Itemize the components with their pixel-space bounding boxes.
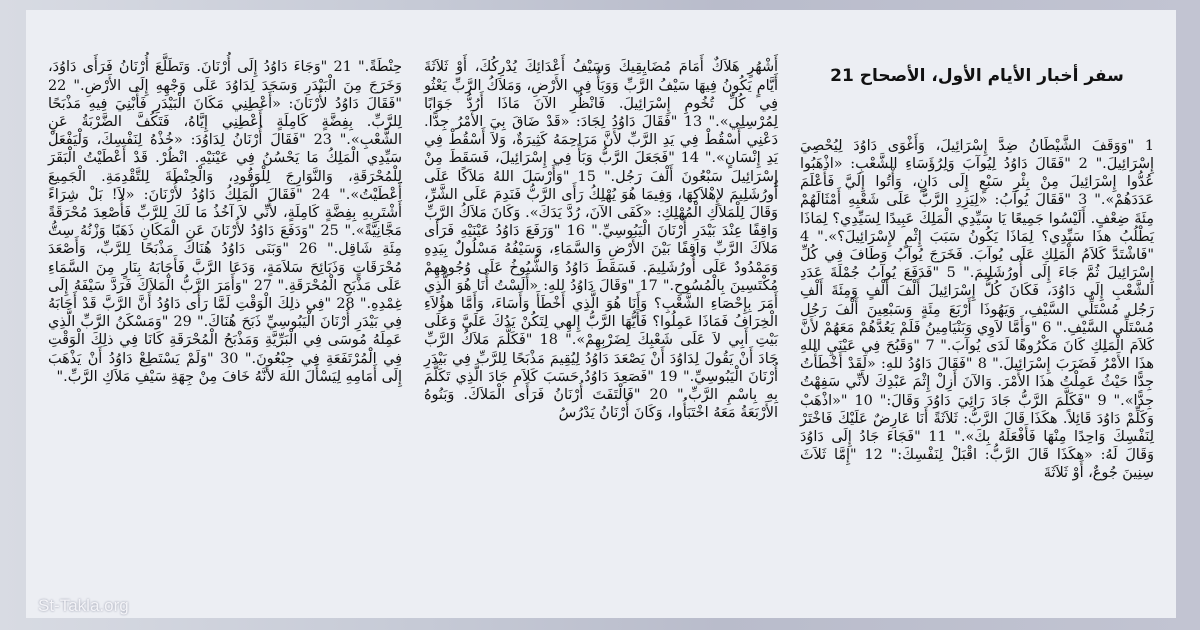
site-watermark: St-Takla.org <box>38 596 129 615</box>
text-column-left <box>43 22 403 610</box>
text-column-right <box>795 22 1155 610</box>
verses-text: أَشْهُرٍ هَلاَكٌ أَمَامَ مُضَايِقِيكَ وَسَيْفُ أَعْدَائِكَ يُدْرِكُكَ، أَوْ ثَلاَثَةَ أَيَّامٍ يَكُونُ فِيهَا سَيْفُ الرَّبِّ وَوَبَأٌ فِي الأَرْضِ، وَمَلاَكُ الرَّبِّ يَعْثُو فِي كُلِّ تُخُومِ إِسْرَائِيلَ. فَانْظُرِ الآنَ مَاذَا أَرُدُّ جَوَابًا لِمُرْسِلِي»." 13 "فَقَالَ دَاوُدُ لِجَادَ: «قَدْ ضَاقَ بِيَ الأَمْرُ جِدًّا. دَعْنِي أَسْقُطْ فِي يَدِ الرَّبِّ لأَنَّ مَرَاحِمَهُ كَثِيرَةٌ، وَلاَ أَسْقُطْ فِي يَدِ إِنْسَانٍ»." 14 "فَجَعَلَ الرَّبُّ وَبَأً فِي إِسْرَائِيلَ، فَسَقَطَ مِنْ إِسْرَائِيلَ سَبْعُونَ أَلْفَ رَجُل." 15 "وَأَرْسَلَ اللهُ مَلاَكًا عَلَى أُورُشَلِيمَ لإِهْلاَكِهَا، وَفِيمَا هُوَ يُهْلِكُ رَأَى الرَّبُّ فَنَدِمَ عَلَى الشَّرِّ، وَقَالَ لِلْمَلاَكِ الْمُهْلِكِ: «كَفَى الآنَ، رُدَّ يَدَكَ». وَكَانَ مَلاَكُ الرَّبِّ وَاقِفًا عِنْدَ بَيْدَرِ أُرْنَانَ الْيَبُوسِيِّ." 16 "وَرَفَعَ دَاوُدُ عَيْنَيْهِ فَرَأَى مَلاَكَ الرَّبِّ وَاقِفًا بَيْنَ الأَرْضِ وَالسَّمَاءِ، وَسَيْفُهُ مَسْلُولٌ بِيَدِهِ وَمَمْدُودٌ عَلَى أُورُشَلِيمَ. فَسَقَطَ دَاوُدُ وَالشُّيُوخُ عَلَى وُجُوهِهِمْ مُكْتَسِينَ بِالْمُسُوحِ." 17 "وَقَالَ دَاوُدُ للهِ: «أَلَسْتُ أَنَا هُوَ الَّذِي أَمَرَ بِإِحْصَاءِ الشَّعْبِ؟ وَأَنَا هُوَ الَّذِي أَخْطَأَ وَأَسَاءَ، وَأَمَّا هؤُلاَءِ الْخِرَافُ فَمَاذَا عَمِلُوا؟ فَأَيُّهَا الرَّبُّ إِلهِي لِتَكُنْ يَدُكَ عَلَيَّ وَعَلَى بَيْتِ أَبِي لاَ عَلَى شَعْبِكَ لِضَرْبِهِمْ»." 18 "فَكَلَّمَ مَلاَكُ الرَّبِّ جَادَ أَنْ يَقُولَ لِدَاوُدَ أَنْ يَصْعَدَ دَاوُدُ لِيُقِيمَ مَذْبَحًا لِلرَّبِّ فِي بَيْدَرِ أُرْنَانَ الْيَبُوسِيِّ." 19 "فَصَعِدَ دَاوُدُ حَسَبَ كَلاَمِ جَادَ الَّذِي تَكَلَّمَ بِهِ بِاسْمِ الرَّبِّ." 20 "فَالْتَفَتَ أُرْنَانُ فَرَأَى الْمَلاَكَ. وَبَنُوهُ الأَرْبَعَةُ مَعَهُ اخْتَبَأُوا، وَكَانَ أُرْنَانُ يَدْرُسُ <box>419 59 778 422</box>
chapter-title: سفر أخبار الأيام الأول، الأصحاح 21 <box>830 66 1124 87</box>
document-panel <box>26 10 1176 618</box>
verses-text: حِنْطَةً." 21 "وَجَاءَ دَاوُدُ إِلَى أُرْنَانَ. وَتَطَلَّعَ أُرْنَانُ فَرَأَى دَاوُدَ، وَخَرَجَ مِنَ الْبَيْدَرِ وَسَجَدَ لِدَاوُدَ عَلَى وَجْهِهِ إِلَى الأَرْضِ." 22 "فَقَالَ دَاوُدُ لأُرْنَانَ: «أَعْطِنِي مَكَانَ الْبَيْدَرِ فَأَبْنِيَ فِيهِ مَذْبَحًا لِلرَّبِّ. بِفِضَّةٍ كَامِلَةٍ أَعْطِنِي إِيَّاهُ، فَتَكُفَّ الضَّرْبَةُ عَنِ الشَّعْبِ»." 23 "فَقَالَ أُرْنَانُ لِدَاوُدَ: «خُذْهُ لِنَفْسِكَ، وَلْيَفْعَلْ سَيِّدِي الْمَلِكُ مَا يَحْسُنُ فِي عَيْنَيْهِ. انْظُرْ. قَدْ أَعْطَيْتُ الْبَقَرَ لِلْمُحْرَقَةِ، وَالنَّوَارِجَ لِلْوَقُودِ، وَالْحِنْطَةَ لِلتَّقْدِمَةِ. الْجَمِيعَ أَعْطَيْتُ»." 24 "فَقَالَ الْمَلِكُ دَاوُدُ لأُرْنَانَ: «لاَ! بَلْ شِرَاءً أَشْتَرِيهِ بِفِضَّةٍ كَامِلَةٍ، لأَنِّي لاَ آخُذُ مَا لَكَ لِلرَّبِّ فَأُصْعِدَ مُحْرَقَةً مَجَّانِيَّةً»." 25 "وَدَفَعَ دَاوُدُ لأُرْنَانَ عَنِ الْمَكَانِ ذَهَبًا وَزْنُهُ سِتُّ مِئَةِ شَاقِل." 26 "وَبَنَى دَاوُدُ هُنَاكَ مَذْبَحًا لِلرَّبِّ، وَأَصْعَدَ مُحْرَقَاتٍ وَذَبَائِحَ سَلاَمَةٍ، وَدَعَا الرَّبَّ فَأَجَابَهُ بِنَارٍ مِنَ السَّمَاءِ عَلَى مَذْبَحِ الْمُحْرَقَةِ." 27 "وَأَمَرَ الرَّبُّ الْمَلاَكَ فَرَدَّ سَيْفَهُ إِلَى غِمْدِهِ." 28 "فِي ذلِكَ الْوَقْتِ لَمَّا رَأَى دَاوُدُ أَنَّ الرَّبَّ قَدْ أَجَابَهُ فِي بَيْدَرِ أُرْنَانَ الْيَبُوسِيِّ ذَبَحَ هُنَاكَ." 29 "وَمَسْكَنُ الرَّبِّ الَّذِي عَمِلَهُ مُوسَى فِي الْبَرِّيَّةِ وَمَذْبَحُ الْمُحْرَقَةِ كَانَا فِي ذلِكَ الْوَقْتِ فِي الْمُرْتَفَعَةِ فِي جِبْعُونَ." 30 "وَلَمْ يَسْتَطِعْ دَاوُدُ أَنْ يَذْهَبَ إِلَى أَمَامِهِ لِيَسْأَلَ اللهَ لأَنَّهُ خَافَ مِنْ جِهَةِ سَيْفِ مَلاَكِ الرَّبِّ." <box>43 59 403 385</box>
verses-text: 1 "وَوَقَفَ الشَّيْطَانُ ضِدَّ إِسْرَائِيلَ، وَأَغْوَى دَاوُدَ لِيُحْصِيَ إِسْرَائِيلَ." 2 "فَقَالَ دَاوُدُ لِيُوآبَ وَلِرُؤَسَاءِ الشَّعْبِ: «اذْهَبُوا عُدُّوا إِسْرَائِيلَ مِنْ بِئْرِ سَبْعٍ إِلَى دَانٍ، وَأْتُوا إِلَيَّ فَأَعْلَمَ عَدَدَهُمْ»." 3 "فَقَالَ يُوآبُ: «لِيَزِدِ الرَّبُّ عَلَى شَعْبِهِ أَمْثَالَهُمْ مِئَةَ ضِعْفٍ. أَلَيْسُوا جَمِيعًا يَا سَيِّدِي الْمَلِكَ عَبِيدًا لِسَيِّدِي؟ لِمَاذَا يَطْلُبُ هذَا سَيِّدِي؟ لِمَاذَا يَكُونُ سَبَبَ إِثْمٍ لإِسْرَائِيلَ؟»." 4 "فَاشْتَدَّ كَلاَمُ الْمَلِكِ عَلَى يُوآبَ. فَخَرَجَ يُوآبُ وَطَافَ فِي كُلِّ إِسْرَائِيلَ ثُمَّ جَاءَ إِلَى أُورُشَلِيمَ." 5 "فَدَفَعَ يُوآبُ جُمْلَةَ عَدَدِ الشَّعْبِ إِلَى دَاوُدَ، فَكَانَ كُلُّ إِسْرَائِيلَ أَلْفَ أَلْفٍ وَمِئَةَ أَلْفِ رَجُل مُسْتَلِّي السَّيْفِ، وَيَهُوذَا أَرْبَعَ مِئَةٍ وَسَبْعِينَ أَلْفَ رَجُل مُسْتَلِّي السَّيْفِ." 6 "وَأَمَّا لاَوِي وَبَنْيَامِينُ فَلَمْ يَعُدَّهُمْ مَعَهُمْ لأَنَّ كَلاَمَ الْمَلِكِ كَانَ مَكْرُوهًا لَدَى يُوآبَ." 7 "وَقَبُحَ فِي عَيْنَيِ اللهِ هذَا الأَمْرُ فَضَرَبَ إِسْرَائِيلَ." 8 "فَقَالَ دَاوُدُ للهِ: «لَقَدْ أَخْطَأْتُ جِدًّا حَيْثُ عَمِلْتُ هذَا الأَمْرَ. وَالآنَ أَزِلْ إِثْمَ عَبْدِكَ لأَنِّي سَفِهْتُ جِدًّا»." 9 "فَكَلَّمَ الرَّبُّ جَادَ رَائِيَ دَاوُدَ وَقَالَ:" 10 "«اذْهَبْ وَكَلِّمْ دَاوُدَ قَائِلاً. هكَذَا قَالَ الرَّبُّ: ثَلاَثَةً أَنَا عَارِضٌ عَلَيْكَ فَاخْتَرْ لِنَفْسِكَ وَاحِدًا مِنْهَا فَأَفْعَلَهُ بِكَ»." 11 "فَجَاءَ جَادُ إِلَى دَاوُدَ وَقَالَ لَهُ: «هكَذَا قَالَ الرَّبُّ: اقْبَلْ لِنَفْسِكَ:" 12 "إِمَّا ثَلاَثَ سِنِينَ جُوعٌ، أَوْ ثَلاَثَةَ <box>795 137 1155 482</box>
text-column-middle <box>419 22 778 610</box>
